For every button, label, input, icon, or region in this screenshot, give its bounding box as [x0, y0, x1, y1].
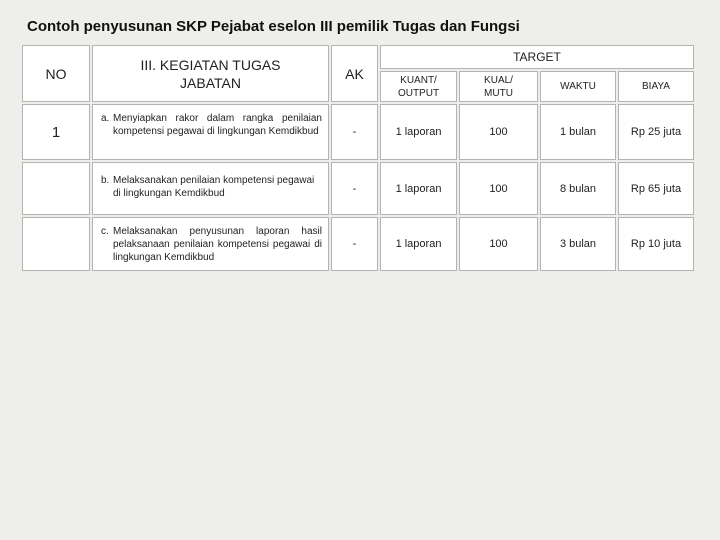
- row-number: 1: [22, 104, 90, 160]
- kual-value: 100: [459, 104, 538, 160]
- page-title: Contoh penyusunan SKP Pejabat eselon III pemilik Tugas dan Fungsi: [27, 18, 520, 35]
- header-waktu: WAKTU: [540, 71, 616, 102]
- kual-value: 100: [459, 217, 538, 271]
- activity-text: Menyiapkan rakor dalam rangka penilaian kompetensi pegawai di lingkungan Kemdikbud: [113, 113, 322, 137]
- activity-cell-c: [92, 217, 329, 271]
- kuant-value: 1 laporan: [380, 104, 457, 160]
- kuant-value: 1 laporan: [380, 162, 457, 215]
- header-kegiatan: III. KEGIATAN TUGAS JABATAN: [92, 45, 329, 102]
- activity-label: b.: [101, 175, 110, 186]
- activity-text: Melaksanakan penyusunan laporan hasil pelaksanaan penilaian kompetensi pegawai di lingkungan Kemdikbud: [113, 226, 322, 263]
- biaya-value: Rp 65 juta: [618, 162, 694, 215]
- row-number-empty: [22, 162, 90, 215]
- header-no: NO: [22, 45, 90, 102]
- biaya-value: Rp 10 juta: [618, 217, 694, 271]
- header-target: TARGET: [380, 45, 694, 69]
- waktu-value: 8 bulan: [540, 162, 616, 215]
- kual-value: 100: [459, 162, 538, 215]
- row-number-empty: [22, 217, 90, 271]
- ak-value: -: [331, 217, 378, 271]
- waktu-value: 1 bulan: [540, 104, 616, 160]
- header-biaya: BIAYA: [618, 71, 694, 102]
- ak-value: -: [331, 104, 378, 160]
- kuant-value: 1 laporan: [380, 217, 457, 271]
- activity-label: c.: [101, 226, 109, 237]
- waktu-value: 3 bulan: [540, 217, 616, 271]
- header-ak: AK: [331, 45, 378, 102]
- activity-cell-a: [92, 104, 329, 160]
- biaya-value: Rp 25 juta: [618, 104, 694, 160]
- activity-cell-b: [92, 162, 329, 215]
- header-kuant: KUANT/ OUTPUT: [380, 71, 457, 102]
- ak-value: -: [331, 162, 378, 215]
- activity-text: Melaksanakan penilaian kompetensi pegawai di lingkungan Kemdikbud: [113, 175, 315, 199]
- header-kual: KUAL/ MUTU: [459, 71, 538, 102]
- activity-label: a.: [101, 113, 110, 124]
